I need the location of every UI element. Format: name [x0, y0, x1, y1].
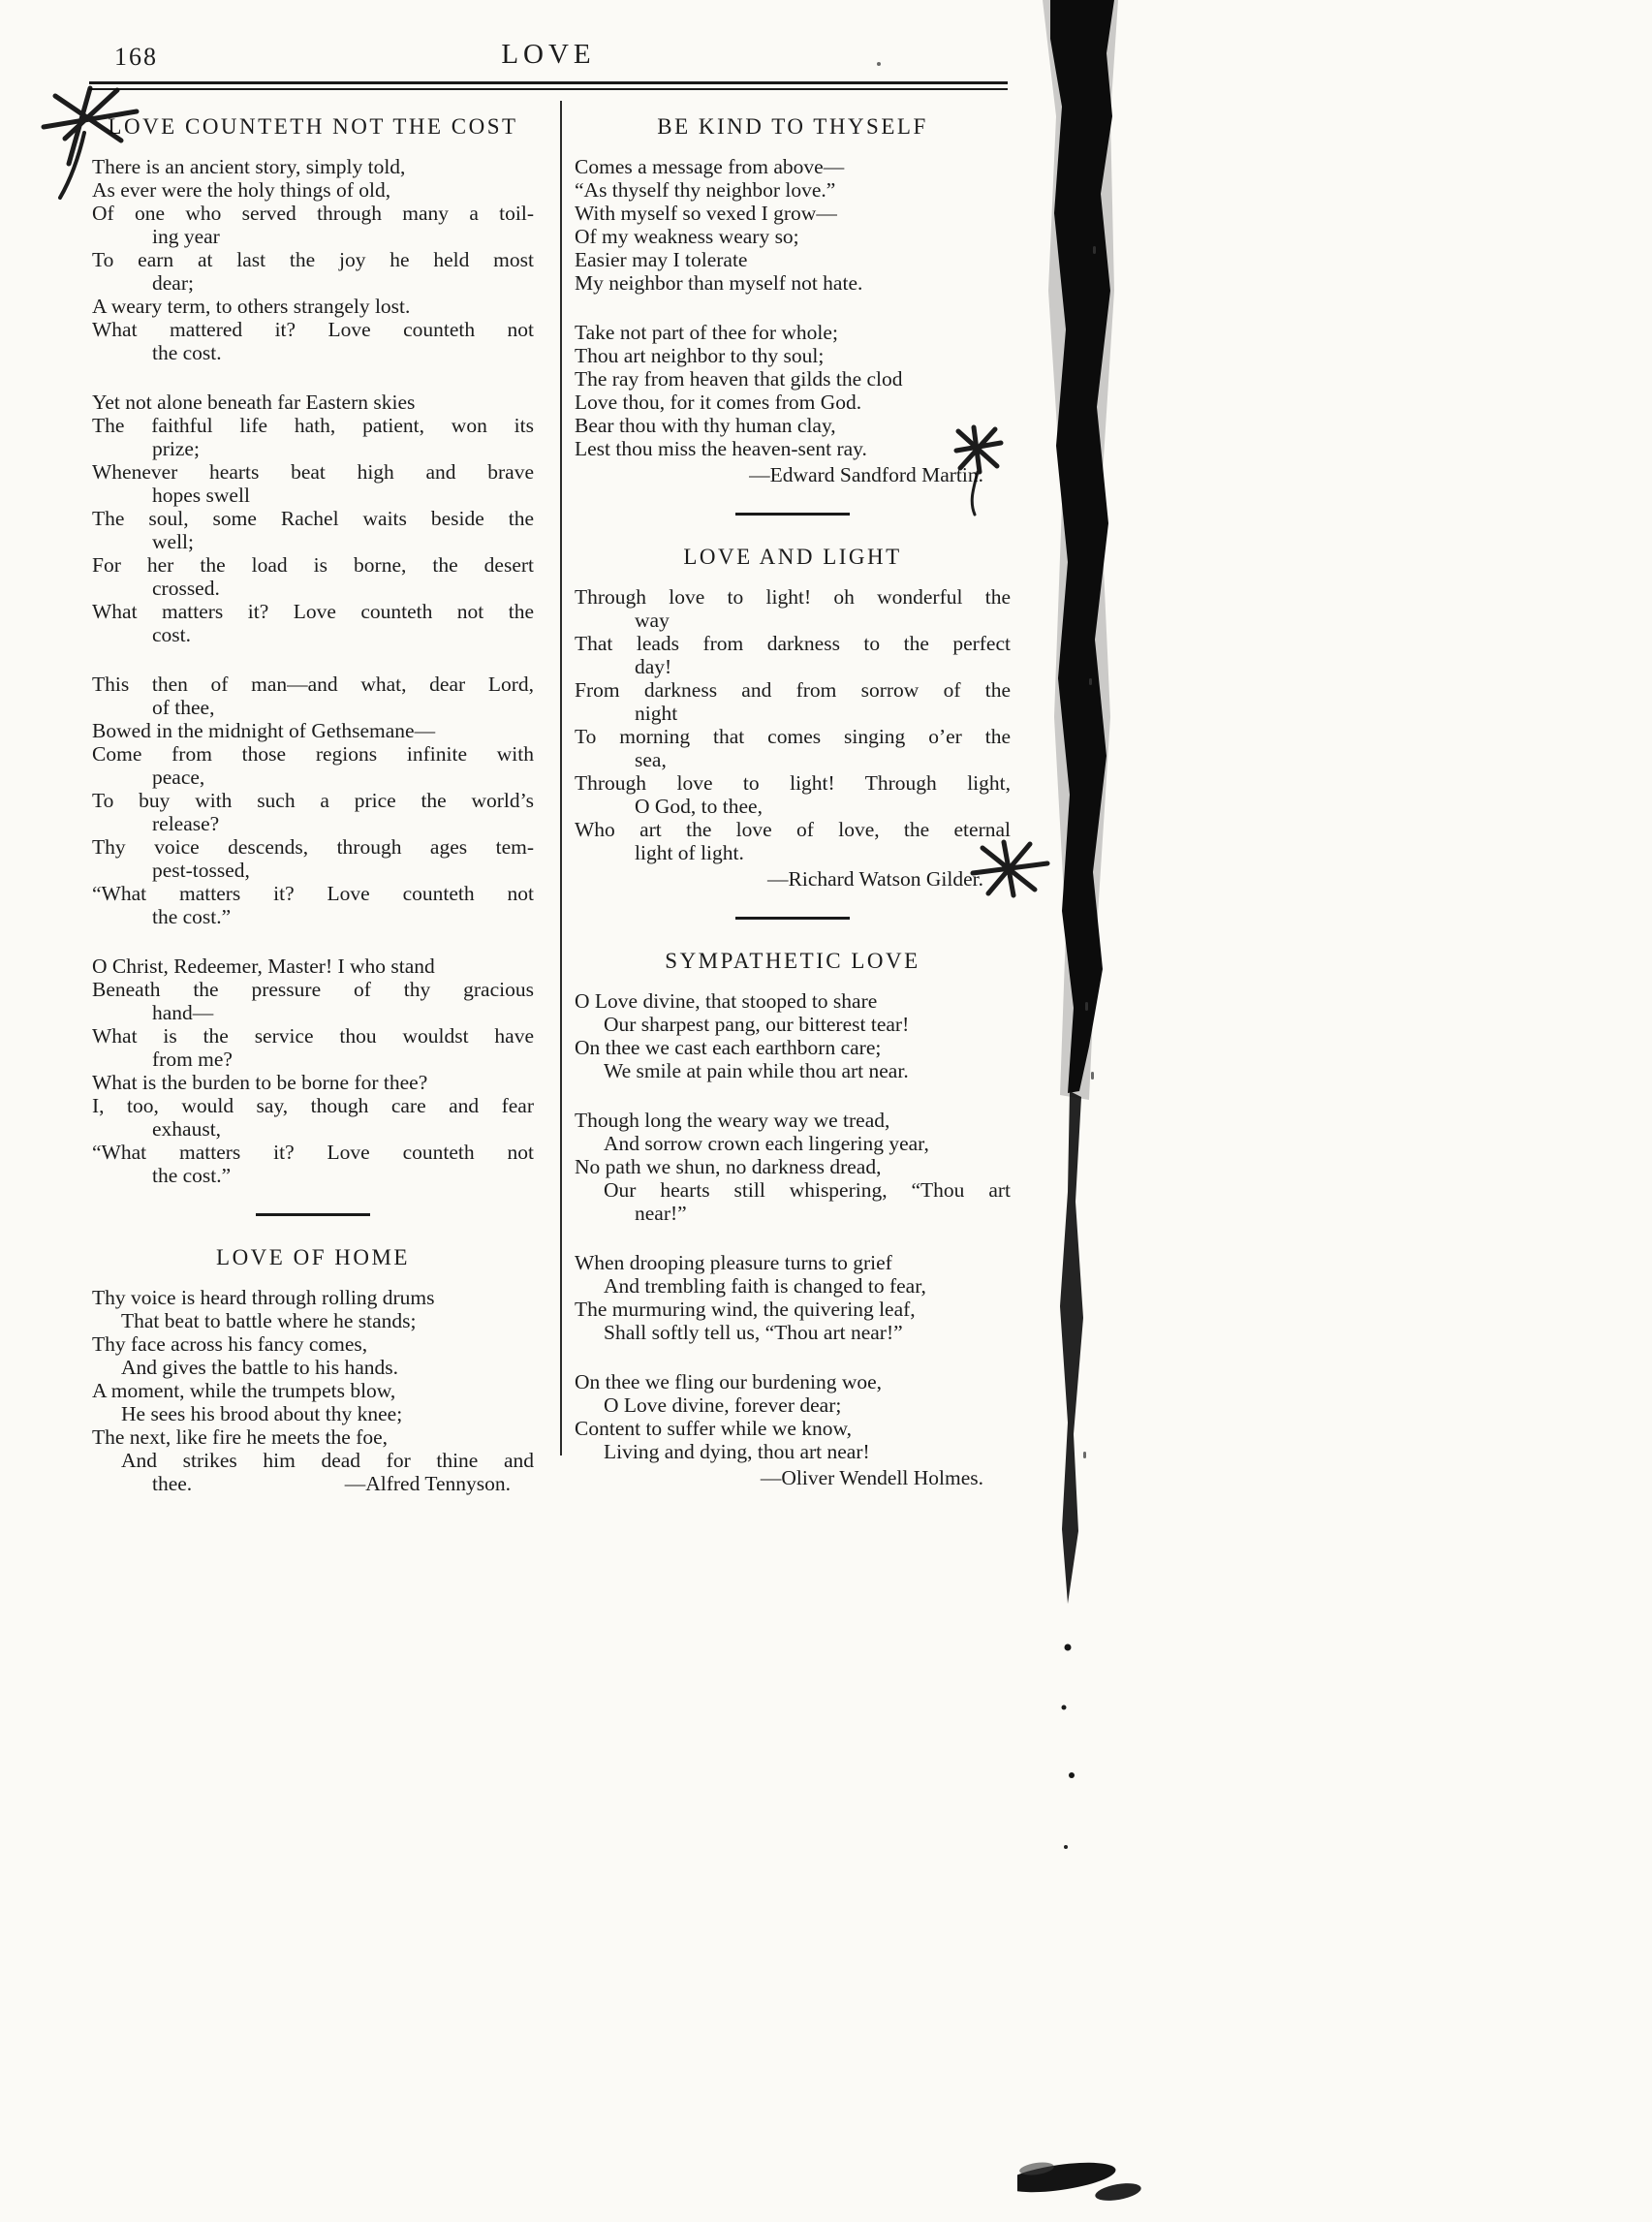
poem-line: What is the burden to be borne for thee? [92, 1071, 428, 1094]
poem-line: crossed. [152, 577, 220, 600]
stanza [575, 155, 1011, 295]
poem-line: A moment, while the trumpets blow, [92, 1379, 396, 1402]
poem-title: LOVE COUNTETH NOT THE COST [108, 114, 518, 139]
poem-line: The faithful life hath, patient, won its [92, 414, 534, 437]
poem-title: SYMPATHETIC LOVE [665, 949, 920, 973]
poem-line: O Love divine, forever dear; [604, 1393, 842, 1417]
poem-line: No path we shun, no darkness dread, [575, 1155, 882, 1178]
poem-line: hopes swell [152, 484, 250, 507]
poem-line: My neighbor than myself not hate. [575, 271, 863, 295]
text-columns [92, 105, 1011, 1521]
poem-line: With myself so vexed I grow— [575, 202, 837, 225]
poem-line: When drooping pleasure turns to grief [575, 1251, 892, 1274]
star-mark-top-left-icon [34, 82, 142, 203]
poem-line: O Christ, Redeemer, Master! I who stand [92, 955, 435, 978]
stanza [92, 673, 534, 928]
poem-line: well; [152, 530, 194, 553]
poem-line: On thee we cast each earthborn care; [575, 1036, 882, 1059]
poem-attribution: —Oliver Wendell Holmes. [760, 1466, 983, 1489]
poem-attribution: —Edward Sandford Martin. [749, 463, 983, 486]
ink-speck [1089, 678, 1092, 685]
poem-line: near!” [635, 1202, 687, 1225]
stanza [575, 1251, 1011, 1344]
poem-line: cost. [152, 623, 192, 646]
poem-line: To earn at last the joy he held most [92, 248, 534, 271]
poem-line: What is the service thou wouldst have [92, 1024, 534, 1048]
poem-line: O Love divine, that stooped to share [575, 989, 878, 1013]
dark-page-edge-strip [1017, 0, 1172, 2222]
poem [92, 1245, 534, 1495]
poem-line: And gives the battle to his hands. [121, 1356, 399, 1379]
poem-line: of thee, [152, 696, 215, 719]
stanza [92, 155, 534, 364]
poem-line: Though long the weary way we tread, [575, 1109, 890, 1132]
poem-line: Of my weakness weary so; [575, 225, 799, 248]
poem-line: Thy voice descends, through ages tem- [92, 835, 534, 859]
poem-line: from me? [152, 1048, 233, 1071]
poem-line: Bear thou with thy human clay, [575, 414, 836, 437]
right-column [551, 105, 1011, 1521]
ink-speck [1085, 1002, 1088, 1011]
poem-line: Of one who served through many a toil- [92, 202, 534, 225]
poem-line: “What matters it? Love counteth not [92, 882, 534, 905]
page-number: 168 [114, 43, 158, 71]
poem-line: And sorrow crown each lingering year, [604, 1132, 929, 1155]
poem-line: The next, like fire he meets the foe, [92, 1425, 389, 1449]
poem-line: Through love to light! Through light, [575, 771, 1011, 795]
poem-line: Beneath the pressure of thy gracious [92, 978, 534, 1001]
poem-attribution: —Alfred Tennyson. [344, 1472, 511, 1495]
poem-line: sea, [635, 748, 667, 771]
ink-speck [1093, 246, 1096, 254]
poem-line: We smile at pain while thou art near. [604, 1059, 909, 1082]
poem-line: To buy with such a price the world’s [92, 789, 534, 812]
poem-line: Our sharpest pang, our bitterest tear! [604, 1013, 910, 1036]
poem-line: The soul, some Rachel waits beside the [92, 507, 534, 530]
bottom-right-smudge [1017, 2157, 1142, 2204]
poem-line: “As thyself thy neighbor love.” [575, 178, 836, 202]
poem-line: Come from those regions infinite with [92, 742, 534, 766]
poem-line: “What matters it? Love counteth not [92, 1141, 534, 1164]
stanza [575, 989, 1011, 1082]
poem-line: the cost.” [152, 1164, 232, 1187]
poem-line: thee. —Alfred Tennyson. [92, 1472, 534, 1495]
poem-line: hand— [152, 1001, 214, 1024]
poem-line: What matters it? Love counteth not the [92, 600, 534, 623]
poem-line: He sees his brood about thy knee; [121, 1402, 403, 1425]
poem-line: The ray from heaven that gilds the clod [575, 367, 903, 391]
ink-speck [1091, 1072, 1094, 1080]
poem-line: Take not part of thee for whole; [575, 321, 838, 344]
poem-line: And strikes him dead for thine and [121, 1449, 534, 1472]
poem-title: BE KIND TO THYSELF [657, 114, 928, 139]
poem-line: For her the load is borne, the desert [92, 553, 534, 577]
stanza [575, 1370, 1011, 1489]
poem-line: Love thou, for it comes from God. [575, 391, 862, 414]
poem-line: Who art the love of love, the eternal [575, 818, 1011, 841]
poem-divider-rule [735, 513, 850, 516]
poem-line: From darkness and from sorrow of the [575, 678, 1011, 702]
poem-line: day! [635, 655, 672, 678]
poem-divider-rule [735, 917, 850, 920]
poem-line: dear; [152, 271, 194, 295]
poem-line: A weary term, to others strangely lost. [92, 295, 411, 318]
page-header-title: LOVE [501, 39, 596, 70]
poem-line: Bowed in the midnight of Gethsemane— [92, 719, 436, 742]
stanza [575, 585, 1011, 891]
poem-line: the cost.” [152, 905, 232, 928]
poem-line: As ever were the holy things of old, [92, 178, 391, 202]
poem-line: Easier may I tolerate [575, 248, 748, 271]
poem-line: That beat to battle where he stands; [121, 1309, 417, 1332]
poem-line: Thou art neighbor to thy soul; [575, 344, 825, 367]
poem-line: On thee we fling our burdening woe, [575, 1370, 883, 1393]
poem [575, 949, 1011, 1489]
poem-line: Living and dying, thou art near! [604, 1440, 870, 1463]
poem-line: Shall softly tell us, “Thou art near!” [604, 1321, 903, 1344]
poem-line: release? [152, 812, 220, 835]
star-mark-after-martin-icon [945, 422, 1013, 518]
poem-divider-rule [256, 1213, 370, 1216]
poem-line: Whenever hearts beat high and brave [92, 460, 534, 484]
poem-line: What mattered it? Love counteth not [92, 318, 534, 341]
poem-line: the cost. [152, 341, 222, 364]
stanza [575, 1109, 1011, 1225]
poem-line: There is an ancient story, simply told, [92, 155, 406, 178]
poem-line: Thy voice is heard through rolling drums [92, 1286, 435, 1309]
poem-line: way [635, 609, 670, 632]
poem-line: This then of man—and what, dear Lord, [92, 673, 534, 696]
poem-line: I, too, would say, though care and fear [92, 1094, 534, 1117]
stanza [92, 955, 534, 1187]
poem [92, 114, 534, 1187]
poem-line: To morning that comes singing o’er the [575, 725, 1011, 748]
poem-line: Through love to light! oh wonderful the [575, 585, 1011, 609]
poem-line: Yet not alone beneath far Eastern skies [92, 391, 416, 414]
ink-speck [877, 62, 881, 66]
poem-line: light of light. [635, 841, 744, 864]
poem-line: Our hearts still whispering, “Thou art [604, 1178, 1011, 1202]
poem-line: night [635, 702, 678, 725]
poem-line: Comes a message from above— [575, 155, 845, 178]
poem-line: The murmuring wind, the quivering leaf, [575, 1298, 916, 1321]
poem-line: That leads from darkness to the perfect [575, 632, 1011, 655]
left-column [92, 105, 551, 1521]
header-double-rule [89, 81, 1008, 90]
poem-line: exhaust, [152, 1117, 222, 1141]
stanza [92, 391, 534, 646]
poem-line: And trembling faith is changed to fear, [604, 1274, 926, 1298]
poem-attribution: —Richard Watson Gilder. [767, 867, 983, 891]
poem-title: LOVE AND LIGHT [683, 545, 902, 569]
poem-line: Thy face across his fancy comes, [92, 1332, 368, 1356]
poem-line: Lest thou miss the heaven-sent ray. [575, 437, 867, 460]
poem-line: pest-tossed, [152, 859, 250, 882]
poem-line: O God, to thee, [635, 795, 763, 818]
stanza [92, 1286, 534, 1495]
poem-line: ing year [152, 225, 220, 248]
poem-line: Content to suffer while we know, [575, 1417, 853, 1440]
poem-title: LOVE OF HOME [216, 1245, 410, 1269]
ink-speck [1083, 1452, 1086, 1458]
poem [575, 545, 1011, 891]
poem-line: peace, [152, 766, 205, 789]
poem-line: prize; [152, 437, 200, 460]
